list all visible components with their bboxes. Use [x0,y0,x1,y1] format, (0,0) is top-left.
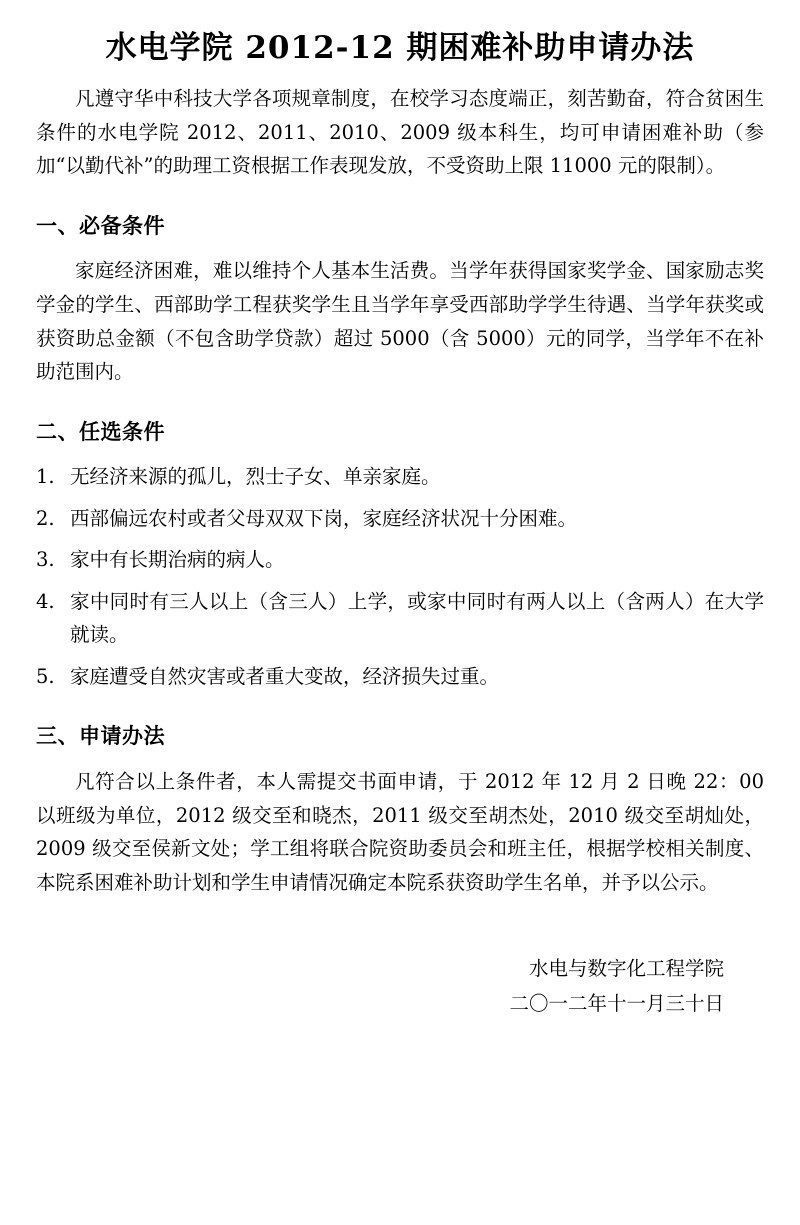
list-item-number: 1. [36,465,55,489]
list-item [36,660,764,694]
section-paragraph-application-method: 凡符合以上条件者，本人需提交书面申请，于 2012 年 12 月 2 日晚 22：00 以班级为单位，2012 级交至和晓杰，2011 级交至胡杰处，2010 级交至胡灿处，2009 级交至侯新文处；学工组将联合院资助委员会和班主任，根据学校相关制度、本院系困难补助计划和学生申请情况确定本院系获资助学生名单，并予以公示。 [36,769,764,894]
list-item-text: 家庭遭受自然灾害或者重大变故，经济损失过重。 [70,664,500,688]
signature-organization: 水电与数字化工程学院 [528,957,724,981]
section-heading-application-method: 三、申请办法 [36,723,165,749]
list-item [36,585,764,652]
list-item-text: 无经济来源的孤儿，烈士子女、单亲家庭。 [70,465,441,489]
list-item-text: 家中有长期治病的病人。 [70,548,285,572]
list-item [36,502,764,536]
section-paragraph-required-conditions: 家庭经济困难，难以维持个人基本生活费。当学年获得国家奖学金、国家励志奖学金的学生、西部助学工程获奖学生且当学年享受西部助学学生待遇、当学年获奖或获资助总金额（不包含助学贷款）超过 5000（含 5000）元的同学，当学年不在补助范围内。 [36,259,764,384]
list-item-number: 5. [36,664,55,688]
intro-paragraph: 凡遵守华中科技大学各项规章制度，在校学习态度端正，刻苦勤奋，符合贫困生条件的水电学院 2012、2011、2010、2009 级本科生，均可申请困难补助（参加“以勤代补”的助理工资根据工作表现发放，不受资助上限 11000 元的限制）。 [36,87,764,178]
list-item-number: 2. [36,506,55,530]
list-item-number: 4. [36,589,55,613]
page-title: 水电学院 2012-12 期困难补助申请办法 [105,30,695,66]
optional-conditions-list [36,460,764,693]
section-heading-optional-conditions: 二、任选条件 [36,418,165,444]
signature-date: 二〇一二年十一月三十日 [509,992,724,1016]
list-item-number: 3. [36,548,55,572]
list-item-text: 西部偏远农村或者父母双双下岗，家庭经济状况十分困难。 [70,506,578,530]
list-item-text: 家中同时有三人以上（含三人）上学，或家中同时有两人以上（含两人）在大学就读。 [70,589,764,647]
list-item [36,460,764,494]
list-item [36,543,764,577]
signature-block [36,951,764,1021]
section-heading-required-conditions: 一、必备条件 [36,212,165,238]
